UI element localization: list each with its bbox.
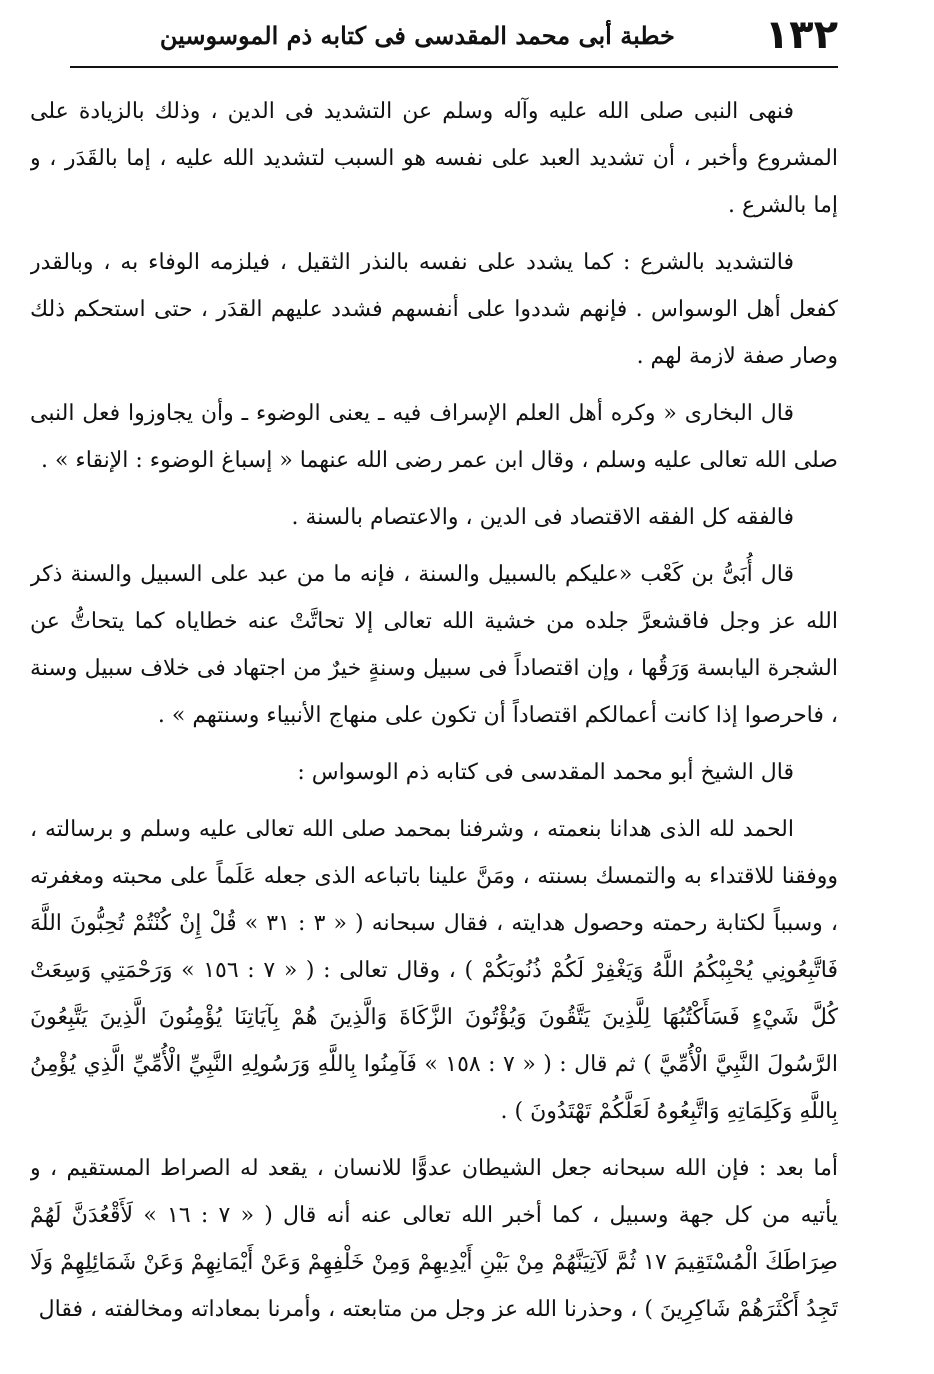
page-number: ١٣٢ xyxy=(764,12,838,58)
paragraph-1: فنهى النبى صلى الله عليه وآله وسلم عن التشديد فى الدين ، وذلك بالزيادة على المشروع وأخبر ، أن تشديد العبد على نفسه هو السبب لتشديد الله عليه ، إما بالقَدَر ، و إما بالشرع . xyxy=(30,99,838,218)
paragraph-5: قال أُبَىُّ بن كَعْب «عليكم بالسبيل والسنة ، فإنه ما من عبد على السبيل والسنة ذكر الله عز وجل فاقشعرَّ جلده من خشية الله تعالى إلا تحاتَّتْ عنه خطاياه كما يتحاتُّ عن الشجرة اليابسة وَرَقُها ، وإن اقتصاداً فى سبيل وسنةٍ خيرٌ من اجتهاد فى خلاف سبيل وسنة ، فاحرصوا إذا كانت أعمالكم اقتصاداً أن تكون على منهاج الأنبياء وسنتهم » . xyxy=(30,562,838,728)
running-head: خطبة أبى محمد المقدسى فى كتابه ذم الموسوسين xyxy=(159,20,675,50)
paragraph-4: فالفقه كل الفقه الاقتصاد فى الدين ، والاعتصام بالسنة . xyxy=(291,505,794,530)
paragraph-6: قال الشيخ أبو محمد المقدسى فى كتابه ذم الوسواس : xyxy=(297,760,794,785)
page-header xyxy=(70,8,838,62)
paragraph-7: الحمد لله الذى هدانا بنعمته ، وشرفنا بمحمد صلى الله تعالى عليه وسلم و برسالته ، ووفقنا للاقتداء به والتمسك بسنته ، ومَنَّ علينا باتباعه الذى جعله عَلَماً على محبته ومغفرته ، وسبباً لكتابة رحمته وحصول هدايته ، فقال سبحانه ( « ٣ : ٣١ » قُلْ إِنْ كُنْتُمْ تُحِبُّونَ اللَّهَ فَاتَّبِعُونِي يُحْبِبْكُمُ اللَّهُ وَيَغْفِرْ لَكُمْ ذُنُوبَكُمْ ) ، وقال تعالى : ( « ٧ : ١٥٦ » وَرَحْمَتِي وَسِعَتْ كُلَّ شَيْءٍ فَسَأَكْتُبُهَا لِلَّذِينَ يَتَّقُونَ وَيُؤْتُونَ الزَّكَاةَ وَالَّذِينَ هُمْ بِآيَاتِنَا يُؤْمِنُونَ الَّذِينَ يَتَّبِعُونَ الرَّسُولَ النَّبِيَّ الْأُمِّيَّ ) ثم قال : ( « ٧ : ١٥٨ » فَآمِنُوا بِاللَّهِ وَرَسُولِهِ النَّبِيِّ الْأُمِّيِّ الَّذِي يُؤْمِنُ بِاللَّهِ وَكَلِمَاتِهِ وَاتَّبِعُوهُ لَعَلَّكُمْ تَهْتَدُونَ ) . xyxy=(30,817,838,1124)
page-body xyxy=(30,88,838,1356)
header-rule xyxy=(70,66,838,68)
paragraph-8: أما بعد : فإن الله سبحانه جعل الشيطان عدوًّا للانسان ، يقعد له الصراط المستقيم ، و يأتيه من كل جهة وسبيل ، كما أخبر الله تعالى عنه أنه قال ( « ٧ : ١٦ » لَأَقْعُدَنَّ لَهُمْ صِرَاطَكَ الْمُسْتَقِيمَ ١٧ ثُمَّ لَآتِيَنَّهُمْ مِنْ بَيْنِ أَيْدِيهِمْ وَمِنْ خَلْفِهِمْ وَعَنْ أَيْمَانِهِمْ وَعَنْ شَمَائِلِهِمْ وَلَا تَجِدُ أَكْثَرَهُمْ شَاكِرِينَ ) ، وحذرنا الله عز وجل من متابعته ، وأمرنا بمعاداته ومخالفته ، فقال xyxy=(30,1156,838,1322)
paragraph-3: قال البخارى « وكره أهل العلم الإسراف فيه ـ يعنى الوضوء ـ وأن يجاوزوا فعل النبى صلى الله تعالى عليه وسلم ، وقال ابن عمر رضى الله عنهما « إسباغ الوضوء : الإنقاء » . xyxy=(30,401,838,473)
paragraph-2: فالتشديد بالشرع : كما يشدد على نفسه بالنذر الثقيل ، فيلزمه الوفاء به ، وبالقدر كفعل أهل الوسواس . فإنهم شددوا على أنفسهم فشدد عليهم القدَر ، حتى استحكم ذلك وصار صفة لازمة لهم . xyxy=(30,250,838,369)
